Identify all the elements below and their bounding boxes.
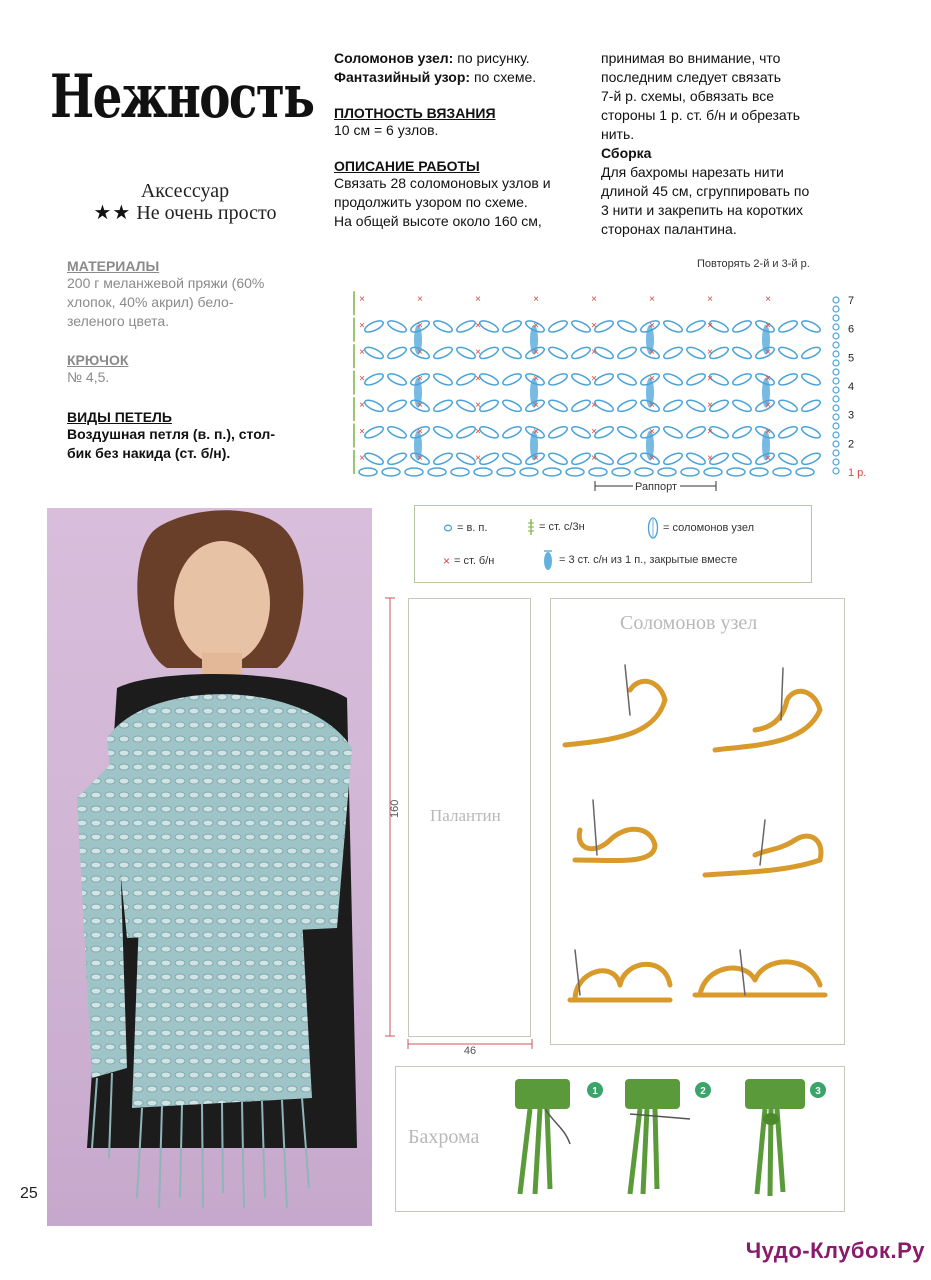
solomon-loop <box>432 345 454 361</box>
solomon-loop <box>777 451 799 467</box>
chain-stitch-mark <box>833 306 839 312</box>
foundation-loop <box>727 468 745 476</box>
fringe-step-3 <box>745 1079 826 1196</box>
legend-3dc <box>541 548 737 572</box>
chain-stitch-mark <box>833 387 839 393</box>
solomon-loop <box>662 345 684 361</box>
category-label: Аксессуар <box>140 180 230 202</box>
solomon-loop <box>662 424 684 440</box>
single-crochet-mark: × <box>417 294 423 305</box>
row-number: 5 <box>848 352 855 365</box>
solomon-loop <box>800 372 822 388</box>
foundation-loop <box>658 468 676 476</box>
solomon-loop <box>363 372 385 388</box>
solomon-loop <box>731 372 753 388</box>
legend-vp-text: = в. п. <box>457 522 488 534</box>
fringe-step-1 <box>515 1079 603 1194</box>
solomon-loop <box>386 345 408 361</box>
foundation-loop <box>543 468 561 476</box>
solomon-loop <box>800 424 822 440</box>
foundation-loop <box>382 468 400 476</box>
solomon-loop <box>685 398 707 414</box>
solomon-loop <box>386 398 408 414</box>
single-crochet-mark: × <box>765 373 771 385</box>
solomon-loop <box>455 372 477 388</box>
pattern-column <box>334 49 578 231</box>
solomon-loop <box>547 372 569 388</box>
chain-stitch-mark <box>833 369 839 375</box>
chain-stitch-mark <box>833 441 839 447</box>
single-crochet-mark: × <box>765 399 771 411</box>
step-number: 2 <box>700 1086 706 1097</box>
single-crochet-mark: × <box>359 294 365 305</box>
solomon-loop <box>777 398 799 414</box>
legend-stbn-text: = ст. б/н <box>454 555 495 567</box>
chain-stitch-mark <box>833 315 839 321</box>
fantasy-label: Фантазийный узор: <box>334 69 471 85</box>
single-crochet-mark: × <box>707 426 713 438</box>
stitches-section <box>67 409 312 463</box>
solomon-loop <box>731 319 753 335</box>
chart-legend <box>414 505 812 583</box>
assembly-text <box>601 163 841 239</box>
foundation-loop <box>359 468 377 476</box>
hook-heading: КРЮЧОК <box>67 352 129 368</box>
solomon-loop <box>685 319 707 335</box>
materials-section <box>67 258 312 331</box>
single-crochet-mark: × <box>533 399 539 411</box>
solomon-loop <box>363 398 385 414</box>
solomon-loop <box>800 345 822 361</box>
solomon-loop <box>432 398 454 414</box>
solomon-loop <box>731 451 753 467</box>
row-number: 6 <box>848 323 855 336</box>
solomon-loop <box>501 345 523 361</box>
cluster-stitch-icon <box>541 548 555 572</box>
single-crochet-mark: × <box>765 320 771 332</box>
solomon-loop <box>363 451 385 467</box>
stitches-line: бик без накида (ст. б/н). <box>67 445 231 461</box>
solomon-step-6 <box>695 950 825 995</box>
row-number: 4 <box>848 381 855 393</box>
fringe-steps <box>495 1074 835 1204</box>
single-crochet-mark: × <box>649 320 655 332</box>
assembly-line: 3 нити и закрепить на коротких <box>601 202 804 218</box>
single-crochet-mark: × <box>649 452 655 464</box>
solomon-loop <box>616 372 638 388</box>
solomon-loop <box>455 319 477 335</box>
single-crochet-mark: × <box>475 426 481 438</box>
single-crochet-mark: × <box>533 294 539 305</box>
solomon-loop <box>570 424 592 440</box>
solomon-loop <box>501 451 523 467</box>
foundation-loop <box>681 468 699 476</box>
continuation-line: принимая во внимание, что <box>601 50 781 66</box>
single-crochet-mark: × <box>765 452 771 464</box>
chain-stitch-mark <box>833 432 839 438</box>
solomon-loop <box>478 424 500 440</box>
solomon-loop <box>501 372 523 388</box>
site-watermark: Чудо-Клубок.Ру <box>745 1238 925 1263</box>
foundation-loop <box>750 468 768 476</box>
row-number: 1 р. <box>848 467 867 479</box>
single-crochet-mark: × <box>475 346 481 358</box>
model-illustration <box>47 508 372 1226</box>
single-crochet-mark: × <box>533 346 539 358</box>
solomon-loop <box>777 319 799 335</box>
solomon-loop <box>547 398 569 414</box>
solomon-loop <box>800 398 822 414</box>
solomon-loop <box>386 424 408 440</box>
chain-stitch-mark <box>833 378 839 384</box>
single-crochet-mark: × <box>475 320 481 332</box>
continuation-line: нить. <box>601 126 635 142</box>
solomon-loop <box>777 424 799 440</box>
foundation-loop <box>566 468 584 476</box>
solomon-step-5 <box>570 950 670 1000</box>
shawl-body <box>132 828 312 1108</box>
solomon-loop <box>731 345 753 361</box>
single-crochet-mark: × <box>765 426 771 438</box>
chain-stitch-mark <box>833 468 839 474</box>
row-number: 3 <box>848 409 855 422</box>
row-number: 2 <box>848 438 855 451</box>
single-crochet-icon: × <box>443 554 451 568</box>
solomon-loop <box>731 424 753 440</box>
density-text: 10 см = 6 узлов. <box>334 122 439 138</box>
continuation-line: последним следует связать <box>601 69 781 85</box>
single-crochet-mark: × <box>591 373 597 385</box>
solomon-loop <box>501 319 523 335</box>
solomon-loop <box>616 451 638 467</box>
solomon-loop <box>386 319 408 335</box>
single-crochet-mark: × <box>417 373 423 385</box>
solomon-loop <box>570 398 592 414</box>
solomon-loop <box>685 451 707 467</box>
foundation-loop <box>520 468 538 476</box>
solomon-loop <box>478 451 500 467</box>
materials-heading: МАТЕРИАЛЫ <box>67 258 160 274</box>
face <box>174 541 270 665</box>
page-number: 25 <box>20 1185 38 1202</box>
height-value: 160 <box>389 799 401 818</box>
single-crochet-mark: × <box>475 452 481 464</box>
continuation-text <box>601 49 841 144</box>
stitches-heading: ВИДЫ ПЕТЕЛЬ <box>67 409 172 425</box>
solomon-step-1 <box>565 665 665 745</box>
model-photo <box>47 508 372 1226</box>
solomon-loop <box>616 398 638 414</box>
chain-stitch-mark <box>833 333 839 339</box>
single-crochet-mark: × <box>359 346 365 358</box>
page-title: Нежность <box>50 62 314 132</box>
solomon-loop <box>363 319 385 335</box>
solomon-step-2 <box>715 668 820 750</box>
solomon-loop <box>616 319 638 335</box>
materials-line: хлопок, 40% акрил) бело- <box>67 294 234 310</box>
materials-line: зеленого цвета. <box>67 313 170 329</box>
single-crochet-mark: × <box>591 346 597 358</box>
solomon-loop <box>363 345 385 361</box>
foundation-loop <box>704 468 722 476</box>
solomon-loop <box>478 372 500 388</box>
solomon-label: Соломонов узел: <box>334 50 454 66</box>
single-crochet-mark: × <box>591 399 597 411</box>
chain-stitch-mark <box>833 324 839 330</box>
single-crochet-mark: × <box>707 373 713 385</box>
legend-solomon <box>647 516 754 540</box>
chain-stitch-mark <box>833 423 839 429</box>
single-crochet-mark: × <box>417 452 423 464</box>
foundation-loop <box>497 468 515 476</box>
single-crochet-mark: × <box>359 452 365 464</box>
width-value: 46 <box>463 1045 477 1057</box>
fantasy-line <box>334 68 578 87</box>
single-crochet-mark: × <box>475 373 481 385</box>
solomon-loop <box>685 372 707 388</box>
solomon-loop <box>478 398 500 414</box>
subtitle <box>70 180 300 224</box>
treble-stitch-icon <box>527 518 535 536</box>
legend-stbn <box>443 554 494 568</box>
solomon-loop <box>455 451 477 467</box>
solomon-loop <box>547 345 569 361</box>
solomon-loop <box>662 398 684 414</box>
single-crochet-mark: × <box>707 399 713 411</box>
single-crochet-mark: × <box>649 346 655 358</box>
difficulty-line <box>70 202 300 224</box>
foundation-loop <box>773 468 791 476</box>
work-text <box>334 174 578 231</box>
single-crochet-mark: × <box>591 294 597 305</box>
solomon-line <box>334 49 578 68</box>
solomon-loop <box>547 424 569 440</box>
single-crochet-mark: × <box>765 294 771 305</box>
solomon-loop <box>662 319 684 335</box>
solomon-loop <box>662 372 684 388</box>
hook-section <box>67 352 312 387</box>
single-crochet-mark: × <box>707 452 713 464</box>
assembly-line: длиной 45 см, сгруппировать по <box>601 183 810 199</box>
legend-3dc-text: = 3 ст. с/н из 1 п., закрытые вместе <box>559 554 738 566</box>
solomon-loop <box>455 345 477 361</box>
legend-vp <box>443 522 487 534</box>
single-crochet-mark: × <box>649 426 655 438</box>
legend-solomon-text: = соломонов узел <box>663 522 755 534</box>
single-crochet-mark: × <box>475 399 481 411</box>
assembly-line: Для бахромы нарезать нити <box>601 164 784 180</box>
chain-stitch-mark <box>833 360 839 366</box>
single-crochet-mark: × <box>649 294 655 305</box>
solomon-loop <box>547 451 569 467</box>
work-line: продолжить узором по схеме. <box>334 194 528 210</box>
crochet-chart <box>340 272 867 497</box>
foundation-loop <box>612 468 630 476</box>
continuation-line: стороны 1 р. ст. б/н и обрезать <box>601 107 801 123</box>
chain-stitch-mark <box>833 342 839 348</box>
solomon-loop <box>478 319 500 335</box>
single-crochet-mark: × <box>533 426 539 438</box>
solomon-knot-icon <box>647 516 659 540</box>
chain-stitch-mark <box>833 297 839 303</box>
single-crochet-mark: × <box>359 320 365 332</box>
hook-value: № 4,5. <box>67 369 110 385</box>
single-crochet-mark: × <box>533 320 539 332</box>
work-heading: ОПИСАНИЕ РАБОТЫ <box>334 158 480 174</box>
single-crochet-mark: × <box>649 399 655 411</box>
foundation-loop <box>635 468 653 476</box>
foundation-loop <box>796 468 814 476</box>
solomon-loop <box>731 398 753 414</box>
assembly-line: сторонах палантина. <box>601 221 737 237</box>
density-heading: ПЛОТНОСТЬ ВЯЗАНИЯ <box>334 105 496 121</box>
solomon-loop <box>570 319 592 335</box>
step-number: 1 <box>592 1086 598 1097</box>
stitches-text <box>67 425 312 463</box>
solomon-loop <box>501 424 523 440</box>
fringe-panel-title: Бахрома <box>408 1126 480 1148</box>
solomon-loop <box>800 451 822 467</box>
single-crochet-mark: × <box>591 426 597 438</box>
step-number: 3 <box>815 1086 821 1097</box>
solomon-loop <box>386 372 408 388</box>
schematic-label: Палантин <box>430 806 501 825</box>
solomon-loop <box>501 398 523 414</box>
difficulty-label: Не очень просто <box>136 202 277 224</box>
solomon-loop <box>432 319 454 335</box>
foundation-loop <box>589 468 607 476</box>
repeat-note: Повторять 2-й и 3-й р. <box>697 258 810 270</box>
foundation-loop <box>428 468 446 476</box>
single-crochet-mark: × <box>417 399 423 411</box>
solomon-loop <box>685 345 707 361</box>
solomon-loop <box>777 345 799 361</box>
solomon-loop <box>432 451 454 467</box>
chain-stitch-icon <box>443 523 453 533</box>
fringe-step-2 <box>625 1079 711 1194</box>
solomon-loop <box>432 372 454 388</box>
solomon-loop <box>386 451 408 467</box>
single-crochet-mark: × <box>359 373 365 385</box>
assembly-heading: Сборка <box>601 145 652 161</box>
single-crochet-mark: × <box>359 399 365 411</box>
solomon-loop <box>570 451 592 467</box>
foundation-loop <box>405 468 423 476</box>
single-crochet-mark: × <box>417 320 423 332</box>
solomon-loop <box>432 424 454 440</box>
difficulty-stars: ★★ <box>93 202 132 224</box>
solomon-loop <box>570 345 592 361</box>
single-crochet-mark: × <box>417 346 423 358</box>
legend-sc3n <box>527 518 585 536</box>
single-crochet-mark: × <box>591 452 597 464</box>
chain-stitch-mark <box>833 396 839 402</box>
solomon-loop <box>616 345 638 361</box>
assembly-column <box>601 49 841 239</box>
solomon-loop <box>777 372 799 388</box>
solomon-loop <box>478 345 500 361</box>
schematic-dimensions <box>380 596 540 1056</box>
chain-stitch-mark <box>833 351 839 357</box>
solomon-text: по рисунку. <box>453 50 530 66</box>
single-crochet-mark: × <box>591 320 597 332</box>
solomon-steps <box>555 650 840 1035</box>
single-crochet-mark: × <box>475 294 481 305</box>
solomon-loop <box>455 398 477 414</box>
legend-sc3n-text: = ст. с/3н <box>539 521 585 533</box>
work-line: Связать 28 соломоновых узлов и <box>334 175 551 191</box>
chain-stitch-mark <box>833 405 839 411</box>
single-crochet-mark: × <box>707 346 713 358</box>
chain-stitch-mark <box>833 450 839 456</box>
solomon-loop <box>616 424 638 440</box>
solomon-step-3 <box>575 800 655 861</box>
row-number: 7 <box>848 295 855 307</box>
continuation-line: 7-й р. схемы, обвязать все <box>601 88 775 104</box>
single-crochet-mark: × <box>707 320 713 332</box>
stitches-line: Воздушная петля (в. п.), стол- <box>67 426 275 442</box>
materials-line: 200 г меланжевой пряжи (60% <box>67 275 265 291</box>
solomon-loop <box>685 424 707 440</box>
foundation-loop <box>451 468 469 476</box>
single-crochet-mark: × <box>707 294 713 305</box>
single-crochet-mark: × <box>649 373 655 385</box>
solomon-loop <box>662 451 684 467</box>
chain-stitch-mark <box>833 414 839 420</box>
solomon-loop <box>570 372 592 388</box>
chain-stitch-mark <box>833 459 839 465</box>
single-crochet-mark: × <box>533 373 539 385</box>
foundation-loop <box>474 468 492 476</box>
single-crochet-mark: × <box>417 426 423 438</box>
materials-text <box>67 274 312 331</box>
solomon-loop <box>547 319 569 335</box>
single-crochet-mark: × <box>765 346 771 358</box>
fantasy-text: по схеме. <box>470 69 537 85</box>
solomon-loop <box>363 424 385 440</box>
single-crochet-mark: × <box>533 452 539 464</box>
solomon-step-4 <box>705 820 821 875</box>
solomon-panel-title: Соломонов узел <box>620 612 758 634</box>
work-line: На общей высоте около 160 см, <box>334 213 542 229</box>
rapport-label: Раппорт <box>634 481 678 493</box>
single-crochet-mark: × <box>359 426 365 438</box>
solomon-loop <box>800 319 822 335</box>
solomon-loop <box>455 424 477 440</box>
